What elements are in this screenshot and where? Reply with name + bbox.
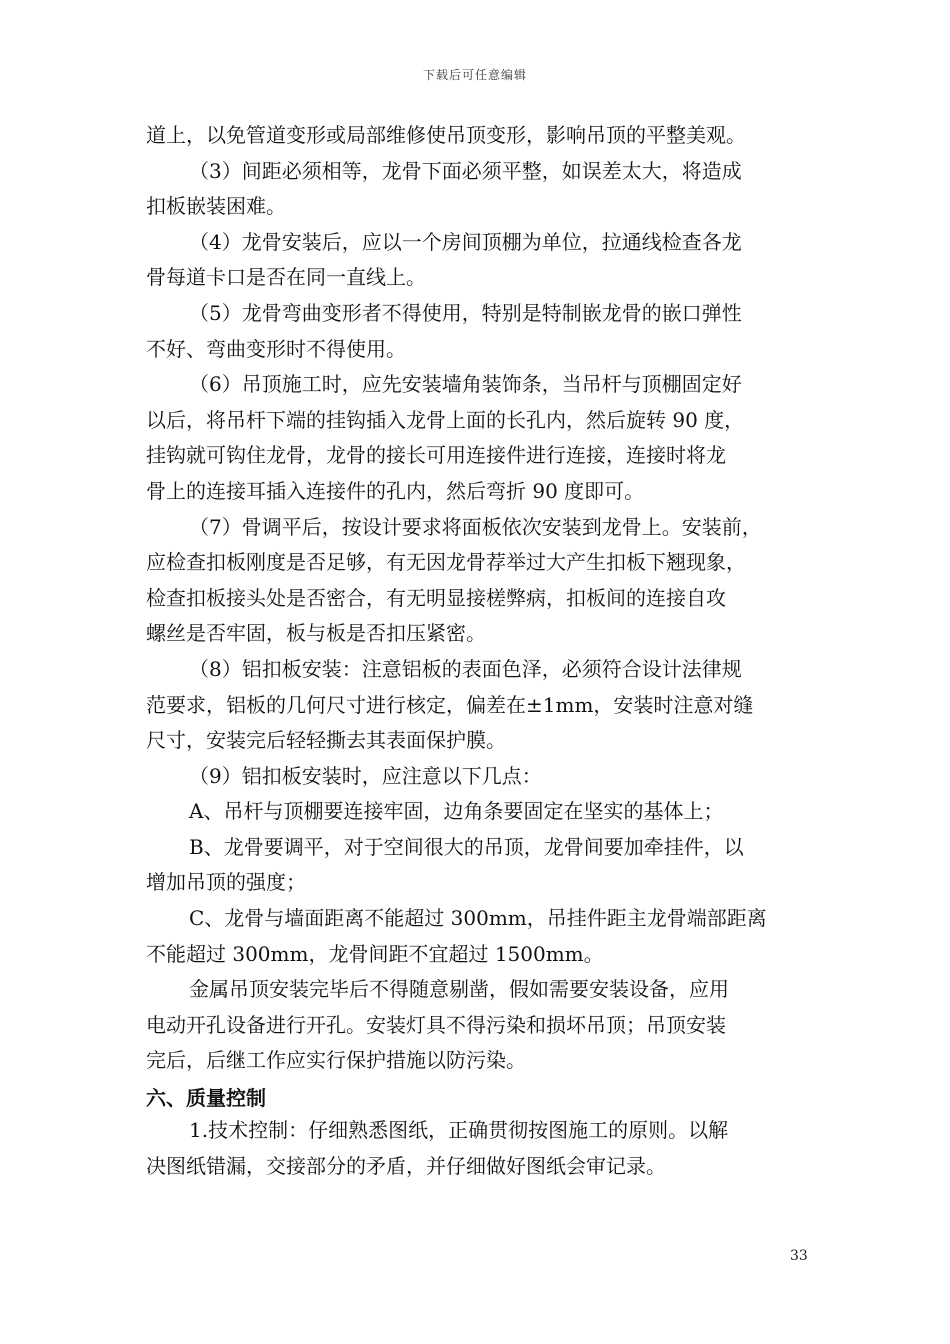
text-line: 决图纸错漏，交接部分的矛盾，并仔细做好图纸会审记录。 xyxy=(146,1153,666,1178)
text-line: 扣板嵌装困难。 xyxy=(146,194,286,219)
text-line: （9）铝扣板安装时，应注意以下几点： xyxy=(189,763,542,788)
text-line: 完后，后继工作应实行保护措施以防污染。 xyxy=(146,1048,526,1073)
text-line: C、龙骨与墙面距离不能超过 300mm，吊挂件距主龙骨端部距离 xyxy=(189,906,767,931)
text-line: 电动开孔设备进行开孔。安装灯具不得污染和损坏吊顶；吊顶安装 xyxy=(146,1012,726,1037)
text-line: （4）龙骨安装后，应以一个房间顶棚为单位，拉通线检查各龙 xyxy=(189,229,742,254)
page-header: 下载后可任意编辑 xyxy=(422,68,527,82)
text-line: 增加吊顶的强度； xyxy=(146,870,306,895)
text-line: 尺寸，安装完后轻轻撕去其表面保护膜。 xyxy=(146,728,506,753)
text-line: 不能超过 300mm，龙骨间距不宜超过 1500mm。 xyxy=(146,941,604,966)
document-body xyxy=(146,118,808,1184)
text-line: 应检查扣板刚度是否足够，有无因龙骨荐举过大产生扣板下翘现象， xyxy=(146,550,746,575)
text-line: A、吊杆与顶棚要连接牢固，边角条要固定在坚实的基体上； xyxy=(189,799,724,824)
text-line: B、龙骨要调平，对于空间很大的吊顶，龙骨间要加牵挂件，以 xyxy=(189,834,744,859)
text-line: （7）骨调平后，按设计要求将面板依次安装到龙骨上。安装前， xyxy=(189,514,762,539)
text-line: （5）龙骨弯曲变形者不得使用，特别是特制嵌龙骨的嵌口弹性 xyxy=(189,300,742,325)
text-line: 金属吊顶安装完毕后不得随意剔凿，假如需要安装设备，应用 xyxy=(189,977,729,1002)
text-line: 挂钩就可钩住龙骨，龙骨的接长可用连接件进行连接，连接时将龙 xyxy=(146,443,726,468)
text-line: 以后，将吊杆下端的挂钩插入龙骨上面的长孔内，然后旋转 90 度， xyxy=(146,407,745,432)
text-line: 道上，以免管道变形或局部维修使吊顶变形，影响吊顶的平整美观。 xyxy=(146,123,746,147)
section-heading: 六、质量控制 xyxy=(146,1086,266,1111)
text-line: 1.技术控制：仔细熟悉图纸，正确贯彻按图施工的原则。以解 xyxy=(189,1118,729,1143)
text-line: 检查扣板接头处是否密合，有无明显接槎弊病，扣板间的连接自攻 xyxy=(146,585,726,610)
text-line: （6）吊顶施工时，应先安装墙角装饰条，当吊杆与顶棚固定好 xyxy=(189,372,742,397)
text-line: 范要求，铝板的几何尺寸进行核定，偏差在±1mm，安装时注意对缝 xyxy=(146,692,754,717)
page-number: 33 xyxy=(790,1248,808,1264)
text-line: 骨每道卡口是否在同一直线上。 xyxy=(146,265,426,290)
text-line: 螺丝是否牢固，板与板是否扣压紧密。 xyxy=(146,621,486,646)
text-line: （3）间距必须相等，龙骨下面必须平整，如误差太大，将造成 xyxy=(189,158,742,183)
text-line: 骨上的连接耳插入连接件的孔内，然后弯折 90 度即可。 xyxy=(146,478,645,503)
text-line: 不好、弯曲变形时不得使用。 xyxy=(146,336,406,361)
text-line: （8）铝扣板安装：注意铝板的表面色泽，必须符合设计法律规 xyxy=(189,656,742,681)
